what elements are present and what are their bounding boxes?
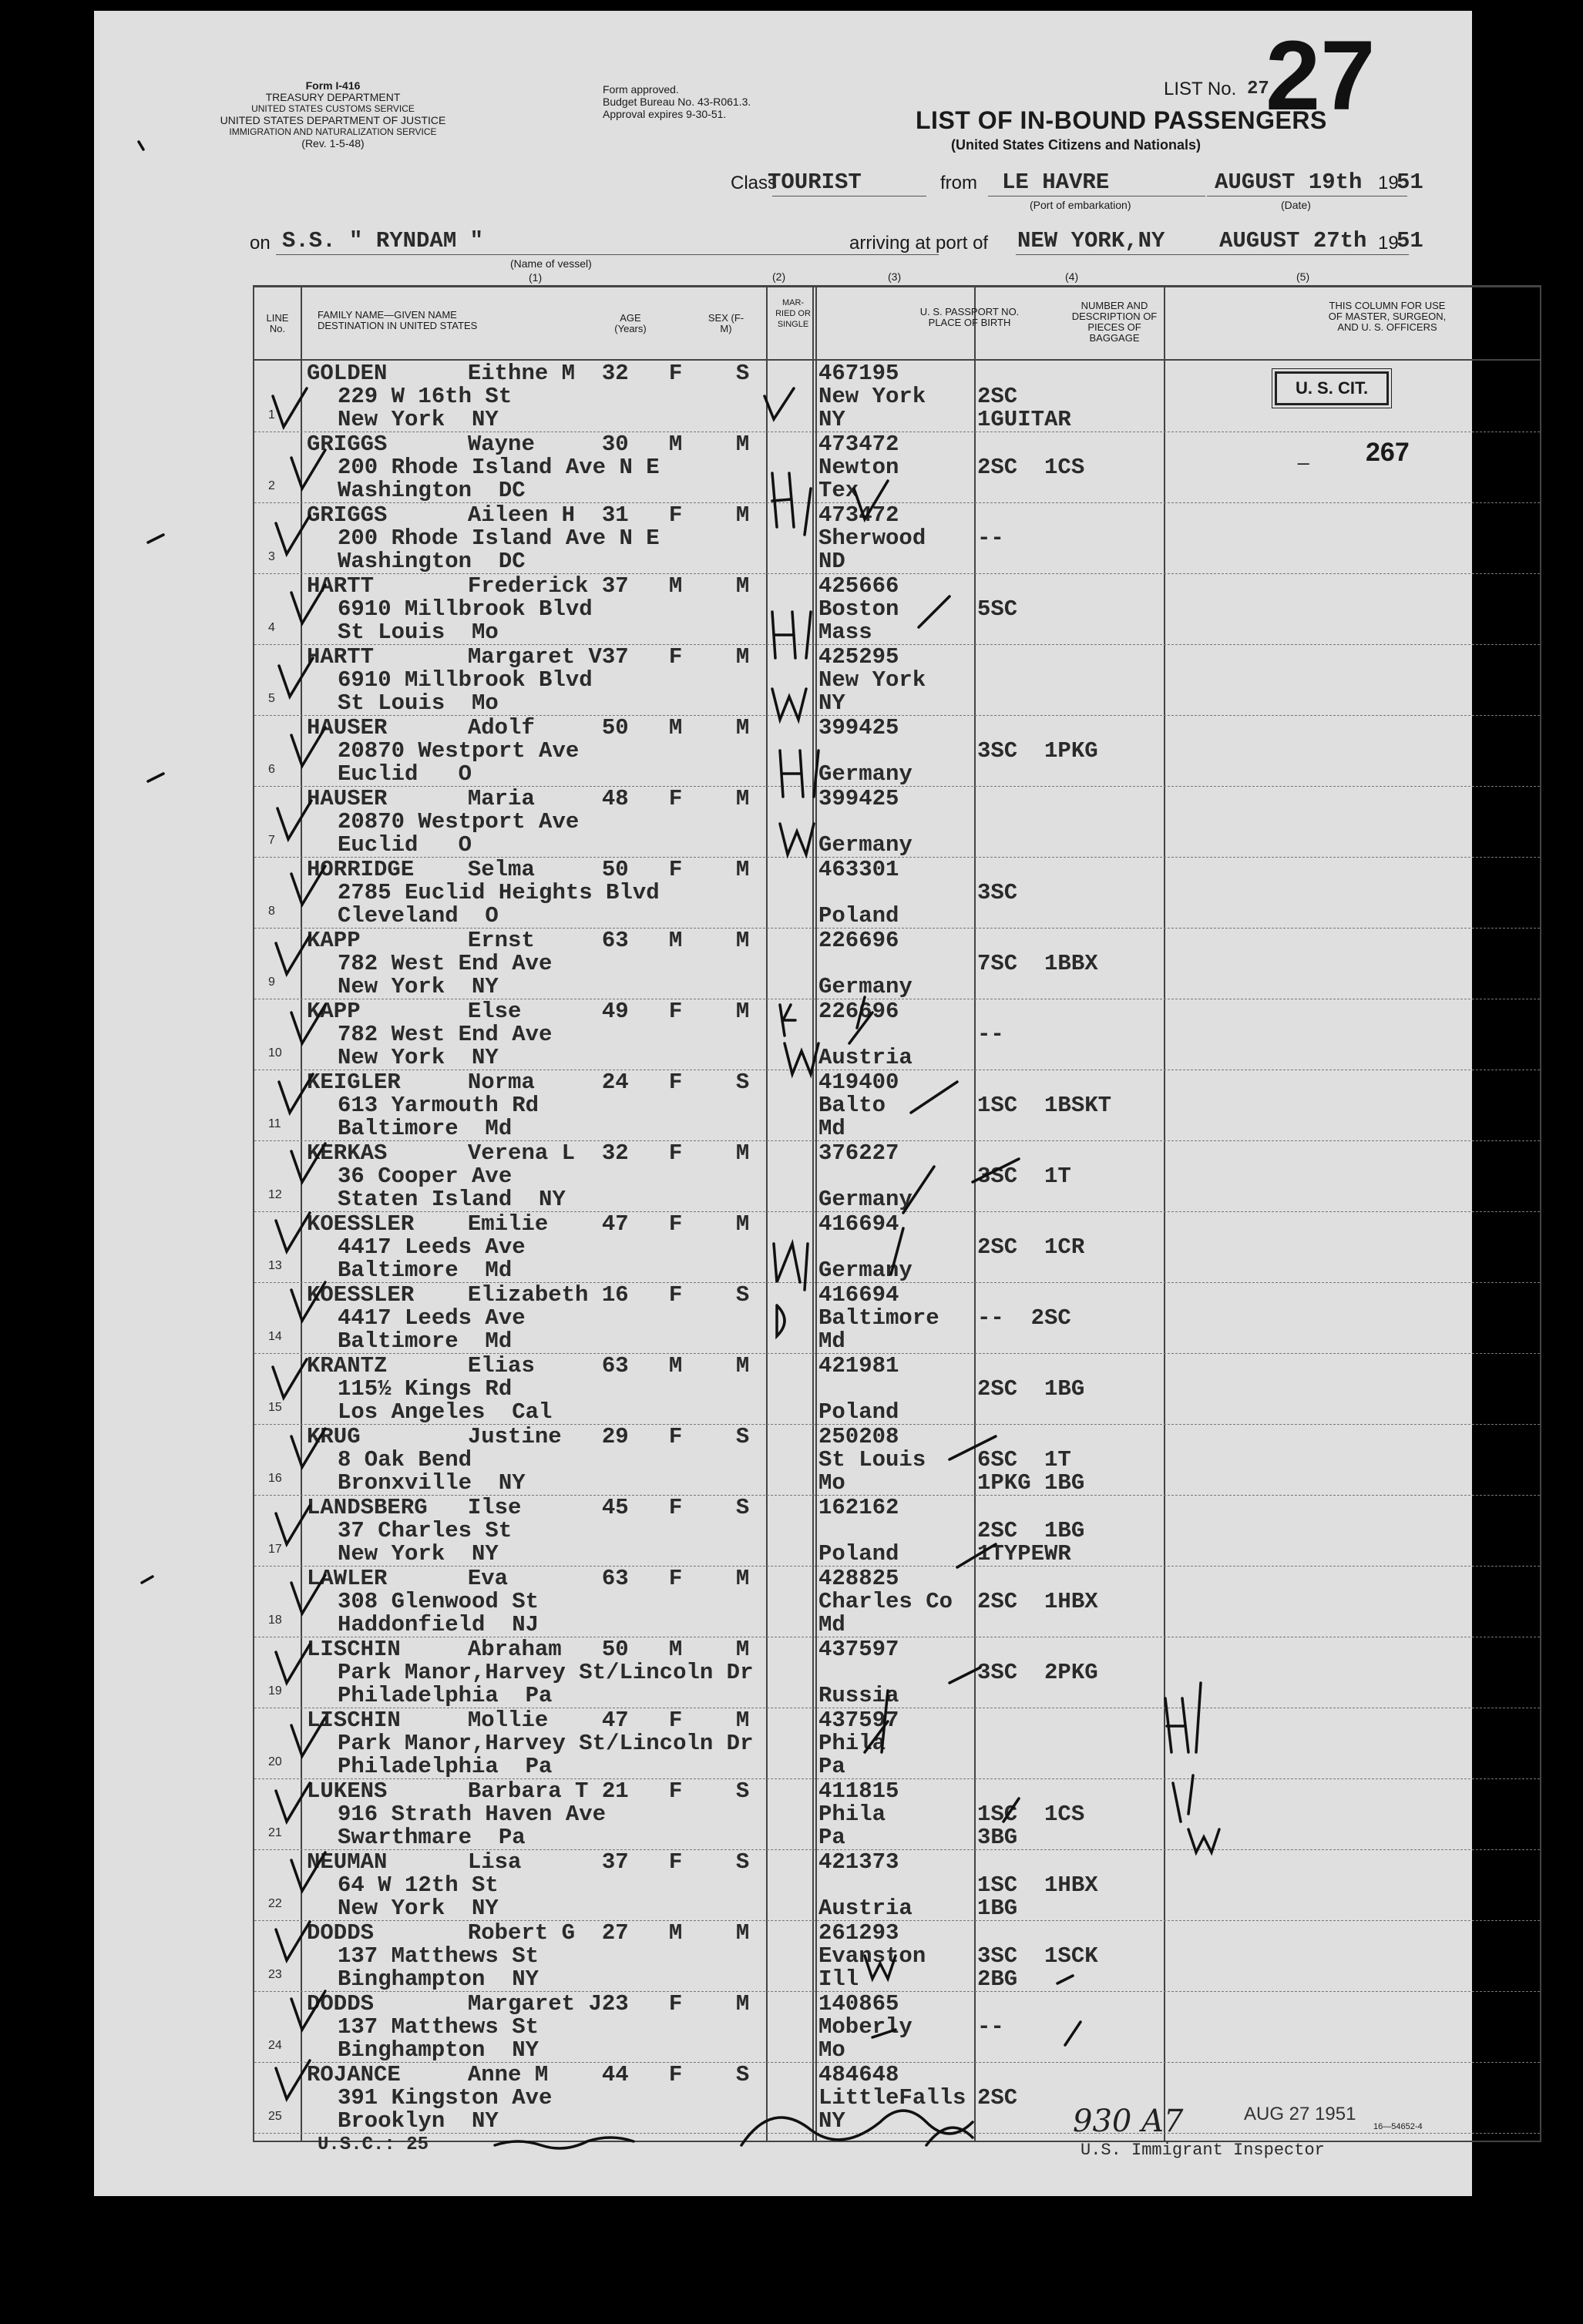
address-city: Cleveland O <box>338 903 499 929</box>
birthplace-state: NY <box>818 407 845 432</box>
class-label: Class <box>731 173 778 193</box>
line-number: 10 <box>268 1046 282 1060</box>
birthplace-state: Germany <box>818 761 912 787</box>
baggage-description: 2SC 1BG <box>977 1518 1085 1543</box>
line-number: 11 <box>268 1117 281 1130</box>
passport-number: 425666 <box>818 573 899 599</box>
passenger-name-age-sex-status: LAWLER Eva 63 F M <box>307 1566 750 1591</box>
line-number: 15 <box>268 1401 282 1414</box>
col-baggage: NUMBER AND DESCRIPTION OF PIECES OF BAGGAGE <box>1071 300 1158 344</box>
birthplace-state: NY <box>818 2108 845 2134</box>
address-street: Park Manor,Harvey St/Lincoln Dr <box>338 1731 754 1756</box>
address-street: 4417 Leeds Ave <box>338 1234 526 1260</box>
birthplace-state: Germany <box>818 974 912 999</box>
address-street: 8 Oak Bend <box>338 1447 472 1473</box>
passenger-name-age-sex-status: LANDSBERG Ilse 45 F S <box>307 1495 750 1520</box>
passenger-name-age-sex-status: KOESSLER Elizabeth 16 F S <box>307 1282 750 1308</box>
budget-bureau: Budget Bureau No. 43-R061.3. <box>603 96 751 108</box>
line-number: 7 <box>268 834 275 847</box>
class-value: TOURIST <box>768 170 862 195</box>
baggage-description: 6SC 1T <box>977 1447 1071 1473</box>
address-street: 613 Yarmouth Rd <box>338 1093 539 1118</box>
passport-number: 226696 <box>818 999 899 1024</box>
baggage-description: 3SC 1SCK <box>977 1943 1098 1969</box>
baggage-description: 2SC 1CS <box>977 455 1085 480</box>
address-city: Philadelphia Pa <box>338 1754 553 1779</box>
birthplace-state: Germany <box>818 1258 912 1283</box>
passenger-name-age-sex-status: GOLDEN Eithne M 32 F S <box>307 361 750 386</box>
address-street: 308 Glenwood St <box>338 1589 539 1614</box>
birthplace-state: Germany <box>818 1187 912 1212</box>
address-city: New York NY <box>338 974 499 999</box>
arrival-year-prefix: 19 <box>1378 233 1399 254</box>
passenger-name-age-sex-status: KAPP Ernst 63 M M <box>307 928 750 953</box>
col-line-no: LINE No. <box>266 312 289 334</box>
col-num-4: (4) <box>1065 270 1079 283</box>
passport-number: 416694 <box>818 1211 899 1237</box>
list-no-handwritten: 27 <box>1265 21 1376 131</box>
line-number: 17 <box>268 1543 282 1556</box>
passenger-name-age-sex-status: HARTT Margaret V37 F M <box>307 644 750 670</box>
birthplace: Baltimore <box>818 1305 939 1331</box>
birthplace-state: Austria <box>818 1896 912 1921</box>
baggage-description: 1SC 1CS <box>977 1802 1085 1827</box>
address-street: 137 Matthews St <box>338 2014 539 2040</box>
on-label: on <box>250 233 271 254</box>
arrival-port: NEW YORK,NY <box>1017 228 1165 254</box>
baggage-description: 2SC 1BG <box>977 1376 1085 1402</box>
address-city: Binghampton NY <box>338 2037 539 2063</box>
col-name-destination: FAMILY NAME—GIVEN NAME DESTINATION IN UNITED STATES <box>318 309 478 331</box>
official-dash: _ <box>1298 442 1309 465</box>
birthplace: Evanston <box>818 1943 926 1969</box>
address-city: St Louis Mo <box>338 620 499 645</box>
line-number: 5 <box>268 692 275 705</box>
line-number: 23 <box>268 1968 282 1981</box>
line-number: 1 <box>268 408 275 421</box>
passenger-name-age-sex-status: LUKENS Barbara T 21 F S <box>307 1778 750 1804</box>
col-age: AGE (Years) <box>614 312 647 334</box>
birthplace-state: Mo <box>818 2037 845 2063</box>
address-street: 229 W 16th St <box>338 384 513 409</box>
dept-justice: UNITED STATES DEPARTMENT OF JUSTICE <box>220 114 446 126</box>
birthplace-state: Germany <box>818 832 912 858</box>
baggage-description-extra: 2BG <box>977 1966 1018 1992</box>
passport-number: 399425 <box>818 715 899 741</box>
address-street: 4417 Leeds Ave <box>338 1305 526 1331</box>
from-label: from <box>940 173 977 193</box>
form-revision: (Rev. 1-5-48) <box>301 137 365 149</box>
address-street: 36 Cooper Ave <box>338 1164 513 1189</box>
form-approved: Form approved. <box>603 83 679 96</box>
address-city: Staten Island NY <box>338 1187 566 1212</box>
line-number: 14 <box>268 1330 282 1343</box>
baggage-description-extra: 3BG <box>977 1825 1018 1850</box>
baggage-description-extra: 1TYPEWR <box>977 1541 1071 1567</box>
passport-number: 473472 <box>818 432 899 457</box>
line-number: 2 <box>268 479 275 492</box>
address-street: 20870 Westport Ave <box>338 738 580 764</box>
address-street: 200 Rhode Island Ave N E <box>338 526 660 551</box>
passport-number: 425295 <box>818 644 899 670</box>
passenger-name-age-sex-status: HORRIDGE Selma 50 F M <box>307 857 750 882</box>
baggage-description: -- <box>977 1022 1004 1047</box>
birthplace-state: NY <box>818 690 845 716</box>
line-number: 19 <box>268 1684 282 1698</box>
birthplace: New York <box>818 384 926 409</box>
passenger-name-age-sex-status: NEUMAN Lisa 37 F S <box>307 1849 750 1875</box>
passenger-name-age-sex-status: ROJANCE Anne M 44 F S <box>307 2062 750 2087</box>
passenger-name-age-sex-status: DODDS Margaret J23 F M <box>307 1991 750 2017</box>
passenger-name-age-sex-status: KAPP Else 49 F M <box>307 999 750 1024</box>
manifest-subtitle: (United States Citizens and Nationals) <box>951 137 1202 153</box>
passenger-name-age-sex-status: KRANTZ Elias 63 M M <box>307 1353 750 1379</box>
passport-number: 421981 <box>818 1353 899 1379</box>
passenger-name-age-sex-status: HARTT Frederick 37 M M <box>307 573 750 599</box>
line-number: 25 <box>268 2110 282 2123</box>
passport-number: 419400 <box>818 1070 899 1095</box>
arrival-date: AUGUST 27th <box>1219 228 1367 254</box>
passport-number: 467195 <box>818 361 899 386</box>
address-city: Bronxville NY <box>338 1470 526 1496</box>
birthplace: Moberly <box>818 2014 912 2040</box>
passport-number: 484648 <box>818 2062 899 2087</box>
col-sex: SEX (F-M) <box>707 312 744 334</box>
address-city: New York NY <box>338 1896 499 1921</box>
passport-number: 421373 <box>818 1849 899 1875</box>
passenger-name-age-sex-status: KRUG Justine 29 F S <box>307 1424 750 1449</box>
port-of-embarkation: LE HAVRE <box>1002 170 1110 195</box>
birthplace-state: Ill <box>818 1966 859 1992</box>
col-num-3: (3) <box>888 270 902 283</box>
passport-number: 428825 <box>818 1566 899 1591</box>
birthplace-state: Pa <box>818 1754 845 1779</box>
baggage-description: 3SC 1PKG <box>977 738 1098 764</box>
birthplace-state: Mo <box>818 1470 845 1496</box>
date-caption: (Date) <box>1281 199 1311 211</box>
baggage-description: 3SC 1T <box>977 1164 1071 1189</box>
birthplace: Phila <box>818 1731 886 1756</box>
address-city: Baltimore Md <box>338 1328 513 1354</box>
line-number: 16 <box>268 1472 282 1485</box>
address-city: Binghampton NY <box>338 1966 539 1992</box>
address-street: 64 W 12th St <box>338 1872 499 1898</box>
address-street: 115½ Kings Rd <box>338 1376 513 1402</box>
vessel-caption: (Name of vessel) <box>510 257 592 270</box>
list-no-typed: 27 <box>1247 79 1269 99</box>
line-number: 13 <box>268 1259 282 1272</box>
passenger-name-age-sex-status: GRIGGS Aileen H 31 F M <box>307 502 750 528</box>
passenger-name-age-sex-status: DODDS Robert G 27 M M <box>307 1920 750 1946</box>
vessel-col-number: (1) <box>529 271 543 284</box>
birthplace-state: Pa <box>818 1825 845 1850</box>
dept-customs: UNITED STATES CUSTOMS SERVICE <box>251 103 415 114</box>
birthplace-state: Russia <box>818 1683 899 1708</box>
baggage-description: 3SC 2PKG <box>977 1660 1098 1685</box>
line-number: 20 <box>268 1755 282 1768</box>
official-count: 267 <box>1366 438 1410 467</box>
birthplace: Phila <box>818 1802 886 1827</box>
address-city: New York NY <box>338 1045 499 1070</box>
form-number: Form I-416 <box>305 79 361 92</box>
line-number: 24 <box>268 2039 282 2052</box>
line-number: 6 <box>268 763 275 776</box>
baggage-description: 1SC 1HBX <box>977 1872 1098 1898</box>
baggage-description: 2SC 1CR <box>977 1234 1085 1260</box>
col-passport-birthplace: U. S. PASSPORT NO. PLACE OF BIRTH <box>919 306 1020 328</box>
col-num-2: (2) <box>772 270 786 283</box>
line-number: 12 <box>268 1188 282 1201</box>
us-cit-stamp-text: U. S. CIT. <box>1295 378 1369 398</box>
line-number: 22 <box>268 1897 282 1910</box>
address-city: Euclid O <box>338 832 472 858</box>
address-street: 2785 Euclid Heights Blvd <box>338 880 660 905</box>
birthplace-state: ND <box>818 549 845 574</box>
baggage-description-extra: 1GUITAR <box>977 407 1071 432</box>
baggage-description: -- 2SC <box>977 1305 1071 1331</box>
birthplace-state: Md <box>818 1328 845 1354</box>
passport-number: 261293 <box>818 1920 899 1946</box>
baggage-description: 7SC 1BBX <box>977 951 1098 976</box>
birthplace: Balto <box>818 1093 886 1118</box>
passport-number: 473472 <box>818 502 899 528</box>
passenger-name-age-sex-status: HAUSER Maria 48 F M <box>307 786 750 811</box>
birthplace: New York <box>818 667 926 693</box>
handwritten-note: 930 A7 <box>1073 2104 1184 2139</box>
dept-ins: IMMIGRATION AND NATURALIZATION SERVICE <box>229 126 437 137</box>
birthplace-state: Md <box>818 1612 845 1637</box>
passport-number: 463301 <box>818 857 899 882</box>
inspector-title: U.S. Immigrant Inspector <box>1081 2141 1325 2160</box>
line-number: 18 <box>268 1614 282 1627</box>
line-number: 8 <box>268 905 275 918</box>
col-num-5: (5) <box>1296 270 1310 283</box>
baggage-description-extra: 1PKG 1BG <box>977 1470 1085 1496</box>
passport-number: 416694 <box>818 1282 899 1308</box>
address-street: 6910 Millbrook Blvd <box>338 667 593 693</box>
address-street: 782 West End Ave <box>338 951 553 976</box>
vessel-name: S.S. " RYNDAM " <box>282 228 484 254</box>
manifest-title: LIST OF IN-BOUND PASSENGERS <box>916 106 1327 134</box>
passenger-manifest-page <box>94 11 1472 2196</box>
birthplace-state: Poland <box>818 1399 899 1425</box>
passenger-name-age-sex-status: LISCHIN Abraham 50 M M <box>307 1637 750 1662</box>
form-code: 16—54652-4 <box>1373 2122 1423 2131</box>
departure-date: AUGUST 19th <box>1215 170 1363 195</box>
passport-number: 376227 <box>818 1140 899 1166</box>
baggage-description: 2SC <box>977 384 1018 409</box>
list-no-label: LIST No. <box>1164 79 1237 99</box>
address-city: Washington DC <box>338 549 526 574</box>
address-street: 20870 Westport Ave <box>338 809 580 835</box>
baggage-description: 2SC 1HBX <box>977 1589 1098 1614</box>
passenger-name-age-sex-status: KEIGLER Norma 24 F S <box>307 1070 750 1095</box>
departure-year: 51 <box>1396 170 1423 195</box>
passenger-name-age-sex-status: LISCHIN Mollie 47 F M <box>307 1708 750 1733</box>
arrival-year: 51 <box>1396 228 1423 254</box>
address-city: St Louis Mo <box>338 690 499 716</box>
col-married: MAR-RIED OR SINGLE <box>775 298 811 329</box>
line-number: 21 <box>268 1826 282 1839</box>
passport-number: 226696 <box>818 928 899 953</box>
birthplace: LittleFalls <box>818 2085 966 2111</box>
arriving-label: arriving at port of <box>849 233 989 254</box>
address-city: New York NY <box>338 407 499 432</box>
birthplace: Sherwood <box>818 526 926 551</box>
baggage-description: 2SC <box>977 2085 1018 2111</box>
inspection-stamp-date: AUG 27 1951 <box>1244 2104 1356 2124</box>
birthplace-state: Mass <box>818 620 872 645</box>
line-number: 3 <box>268 550 275 563</box>
address-city: Baltimore Md <box>338 1116 513 1141</box>
dept-treasury: TREASURY DEPARTMENT <box>265 91 401 103</box>
birthplace-state: Poland <box>818 903 899 929</box>
birthplace: Charles Co <box>818 1589 953 1614</box>
birthplace-state: Md <box>818 1116 845 1141</box>
birthplace-state: Austria <box>818 1045 912 1070</box>
year-prefix: 19 <box>1378 173 1399 193</box>
address-city: Brooklyn NY <box>338 2108 499 2134</box>
birthplace-state: Tex <box>818 478 859 503</box>
line-number: 4 <box>268 621 275 634</box>
passport-number: 437597 <box>818 1637 899 1662</box>
passenger-name-age-sex-status: KOESSLER Emilie 47 F M <box>307 1211 750 1237</box>
address-street: 6910 Millbrook Blvd <box>338 596 593 622</box>
passport-number: 250208 <box>818 1424 899 1449</box>
birthplace: St Louis <box>818 1447 926 1473</box>
baggage-description: 3SC <box>977 880 1018 905</box>
address-street: 916 Strath Haven Ave <box>338 1802 607 1827</box>
baggage-description: -- <box>977 2014 1004 2040</box>
address-street: 37 Charles St <box>338 1518 513 1543</box>
address-city: Los Angeles Cal <box>338 1399 553 1425</box>
baggage-description: -- <box>977 526 1004 551</box>
port-caption: (Port of embarkation) <box>1030 199 1131 211</box>
passenger-name-age-sex-status: HAUSER Adolf 50 M M <box>307 715 750 741</box>
address-city: Euclid O <box>338 761 472 787</box>
address-street: 137 Matthews St <box>338 1943 539 1969</box>
passport-number: 162162 <box>818 1495 899 1520</box>
address-street: 391 Kingston Ave <box>338 2085 553 2111</box>
address-city: Baltimore Md <box>338 1258 513 1283</box>
address-street: 200 Rhode Island Ave N E <box>338 455 660 480</box>
address-street: Park Manor,Harvey St/Lincoln Dr <box>338 1660 754 1685</box>
birthplace: Newton <box>818 455 899 480</box>
passenger-name-age-sex-status: GRIGGS Wayne 30 M M <box>307 432 750 457</box>
passport-number: 437597 <box>818 1708 899 1733</box>
approval-expiry: Approval expires 9-30-51. <box>603 108 727 120</box>
baggage-description: 5SC <box>977 596 1018 622</box>
col-official-use: THIS COLUMN FOR USE OF MASTER, SURGEON, AND U. S. OFFICERS <box>1328 300 1447 333</box>
birthplace: Boston <box>818 596 899 622</box>
passport-number: 411815 <box>818 1778 899 1804</box>
passport-number: 140865 <box>818 1991 899 2017</box>
usc-count: U.S.C.: 25 <box>318 2134 429 2155</box>
baggage-description: 1SC 1BSKT <box>977 1093 1112 1118</box>
passport-number: 399425 <box>818 786 899 811</box>
address-street: 782 West End Ave <box>338 1022 553 1047</box>
line-number: 9 <box>268 976 275 989</box>
address-city: Swarthmare Pa <box>338 1825 526 1850</box>
handwritten-check-marks <box>94 11 1472 2196</box>
address-city: Philadelphia Pa <box>338 1683 553 1708</box>
birthplace-state: Poland <box>818 1541 899 1567</box>
baggage-description-extra: 1BG <box>977 1896 1018 1921</box>
passenger-name-age-sex-status: KERKAS Verena L 32 F M <box>307 1140 750 1166</box>
address-city: Haddonfield NJ <box>338 1612 539 1637</box>
address-city: Washington DC <box>338 478 526 503</box>
address-city: New York NY <box>338 1541 499 1567</box>
